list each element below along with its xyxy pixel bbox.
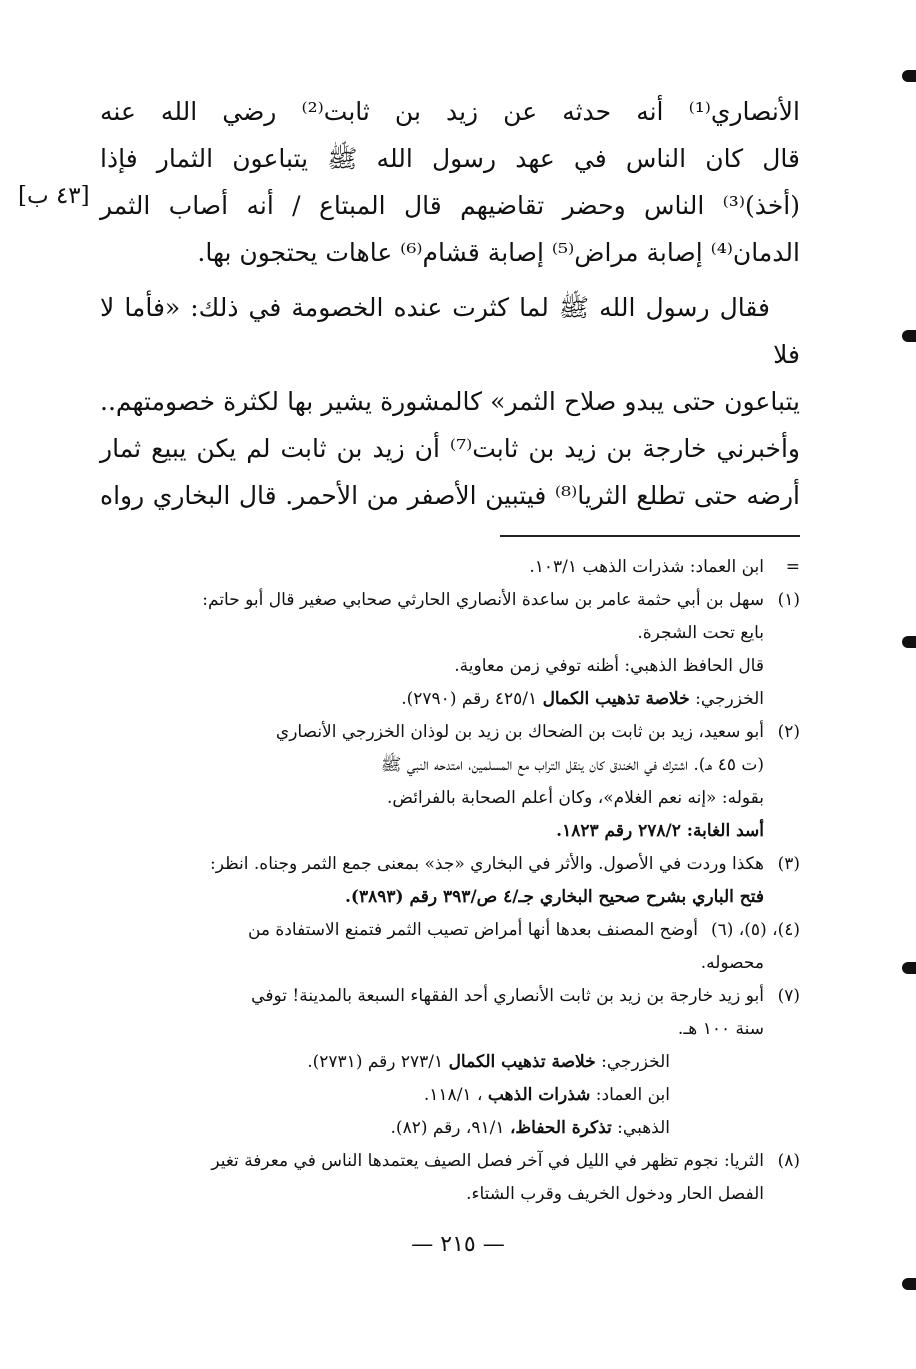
- main-line: الأنصاري⁽¹⁾ أنه حدثه عن زيد بن ثابت⁽²⁾ رضي الله عنه: [100, 97, 800, 126]
- footnote-reference: [100, 1046, 800, 1079]
- footnote-text: محصوله.: [700, 953, 764, 973]
- main-line: أرضه حتى تطلع الثريا⁽⁸⁾ فيتبين الأصفر من الأحمر. قال البخاري رواه: [100, 481, 800, 510]
- footnote-reference: [100, 1112, 800, 1145]
- footnote-reference: [100, 683, 764, 716]
- footnote-2: [100, 716, 800, 848]
- main-line: قال كان الناس في عهد رسول الله ﷺ يتباعون الثمار فإذا: [100, 144, 800, 173]
- reference-author: الخزرجي:: [695, 689, 764, 709]
- footnote-reference: فتح الباري بشرح صحيح البخاري جـ/٤ ص/٣٩٣ رقم (٣٨٩٣).: [345, 887, 764, 907]
- footnote-number: (٤)، (٥)، (٦): [710, 920, 800, 940]
- footnotes: [100, 551, 800, 1211]
- footnote-reference: أسد الغابة: ٢٧٨/٢ رقم ١٨٢٣.: [556, 821, 764, 841]
- footnote-8: [100, 1145, 800, 1211]
- footnote-separator: [500, 535, 800, 537]
- footnote-text: الثريا: نجوم تظهر في الليل في آخر فصل الصيف يعتمدها الناس في معرفة تغير: [211, 1151, 764, 1171]
- continuation-mark: =: [785, 557, 800, 577]
- main-line: يتباعون حتى يبدو صلاح الثمر» كالمشورة يشير بها لكثرة خصومتهم..: [100, 387, 800, 416]
- footnote-text: بايع تحت الشجرة.: [637, 623, 764, 643]
- footnote-text: أبو زيد خارجة بن زيد بن ثابت الأنصاري أحد الفقهاء السبعة بالمدينة! توفي: [251, 986, 764, 1006]
- footnote-continuation: [100, 551, 800, 584]
- footnote-number: (٣): [777, 854, 800, 874]
- scan-edge-mark: [902, 962, 916, 974]
- footnote-1: [100, 584, 800, 716]
- footnote-number: (٢): [777, 722, 800, 742]
- main-line: (أخذ)⁽³⁾ الناس وحضر تقاضيهم قال المبتاع / أنه أصاب الثمر: [100, 191, 800, 220]
- footnote-text: بقوله: «إنه نعم الغلام»، وكان أعلم الصحابة بالفرائض.: [386, 788, 764, 808]
- footnote-text: هكذا وردت في الأصول. والأثر في البخاري «جذ» بمعنى جمع الثمر وجناه. انظر:: [209, 854, 764, 874]
- footnote-number: (٧): [777, 986, 800, 1006]
- footnote-text: قال الحافظ الذهبي: أظنه توفي زمن معاوية.: [454, 656, 764, 676]
- main-line: وأخبرني خارجة بن زيد بن ثابت⁽⁷⁾ أن زيد بن ثابت لم يكن يبيع ثمار: [100, 434, 801, 463]
- main-line: الدمان⁽⁴⁾ إصابة مراض⁽⁵⁾ إصابة قشام⁽⁶⁾ عاهات يحتجون بها.: [197, 238, 800, 267]
- footnote-text: ابن العماد: شذرات الذهب ١٠٣/١.: [529, 557, 764, 577]
- reference-title: تذكرة الحفاظ،: [509, 1118, 612, 1138]
- footnote-text: الفصل الحار ودخول الخريف وقرب الشتاء.: [466, 1184, 764, 1204]
- footnote-text: أوضح المصنف بعدها أنها أمراض تصيب الثمر فتمنع الاستفادة من: [247, 920, 698, 940]
- reference-author: الذهبي:: [617, 1118, 670, 1138]
- footnote-text: سنة ١٠٠ هـ.: [677, 1019, 764, 1039]
- footnote-text: (ت ٤٥ هـ). اشترك في الخندق كان ينقل التراب مع المسلمين، امتدحه النبي ﷺ: [380, 755, 764, 775]
- reference-title: خلاصة تذهيب الكمال: [448, 1052, 596, 1072]
- footnote-number: (١): [777, 590, 800, 610]
- reference-location: ٤٢٥/١ رقم (٢٧٩٠).: [401, 689, 538, 709]
- footnote-reference: [100, 1079, 800, 1112]
- page-number: — ٢١٥ —: [411, 1232, 505, 1257]
- footnote-text: أبو سعيد، زيد بن ثابت بن الضحاك بن زيد بن لوذان الخزرجي الأنصاري: [275, 722, 764, 742]
- footnote-3: [100, 848, 800, 914]
- reference-location: ، ١١٨/١.: [423, 1085, 483, 1105]
- main-text: [100, 88, 800, 519]
- main-line: فقال رسول الله ﷺ لما كثرت عنده الخصومة في ذلك: «فأما لا فلا: [100, 293, 800, 369]
- footnote-4-5-6: [100, 914, 800, 947]
- reference-title: خلاصة تذهيب الكمال: [542, 689, 690, 709]
- reference-author: الخزرجي:: [601, 1052, 670, 1072]
- scan-edge-mark: [902, 70, 916, 82]
- footnote-text: سهل بن أبي حثمة عامر بن ساعدة الأنصاري الحارثي صحابي صغير قال أبو حاتم:: [202, 590, 764, 610]
- page-body: [100, 88, 800, 1211]
- scan-edge-mark: [902, 1278, 916, 1290]
- reference-location: ٩١/١، رقم (٨٢).: [390, 1118, 505, 1138]
- reference-location: ٢٧٣/١ رقم (٢٧٣١).: [307, 1052, 444, 1072]
- footnote-7: [100, 980, 800, 1046]
- scan-edge-mark: [902, 330, 916, 342]
- scan-edge-mark: [902, 636, 916, 648]
- reference-title: شذرات الذهب: [487, 1085, 591, 1105]
- footnote-number: (٨): [777, 1151, 800, 1171]
- margin-folio-reference: [٤٣ ب]: [18, 183, 90, 209]
- reference-author: ابن العماد:: [595, 1085, 670, 1105]
